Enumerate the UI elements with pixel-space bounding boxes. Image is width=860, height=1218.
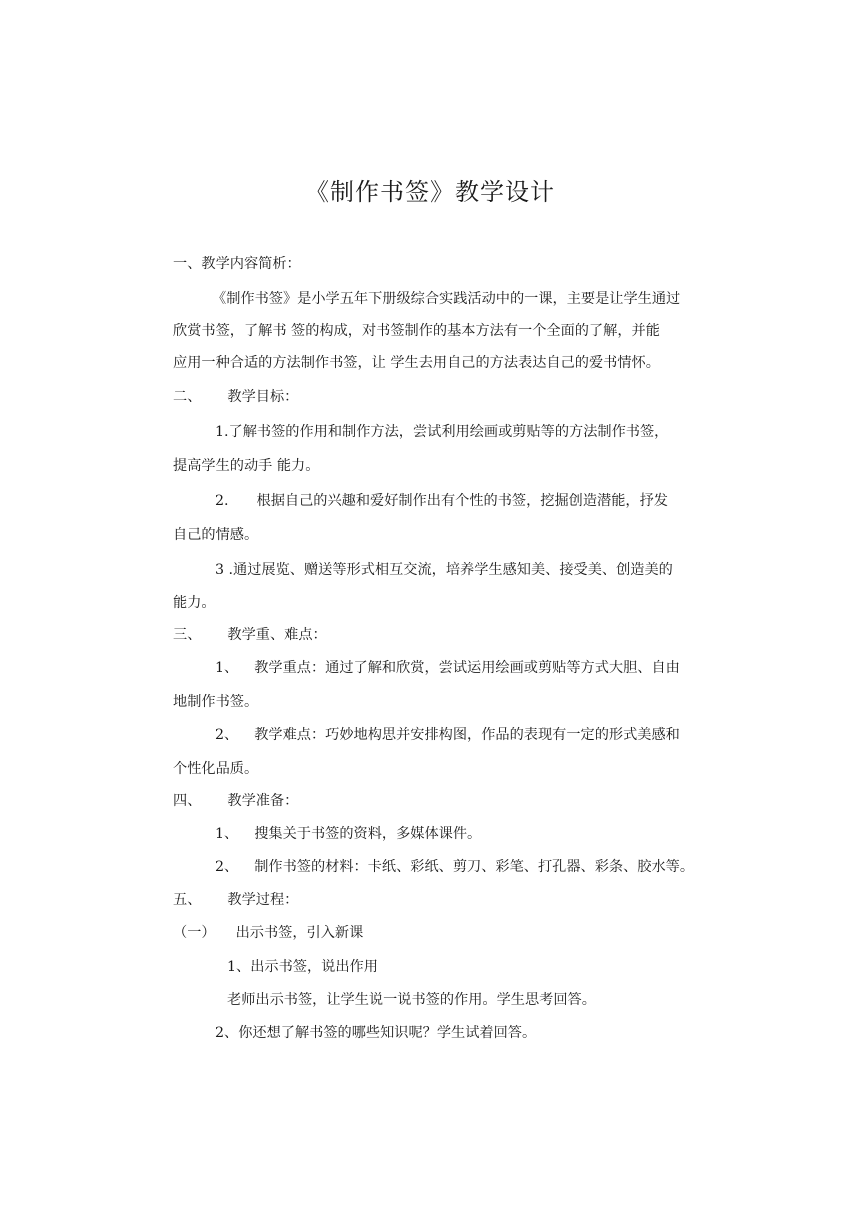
- difficulty-number: 2、: [215, 727, 239, 743]
- section-1-para-line-1: 《制作书签》是小学五年下册级综合实践活动中的一课，主要是让学生通过: [212, 291, 681, 307]
- key-point-number: 1、: [215, 660, 239, 676]
- key-point-line-2: 地制作书签。: [173, 694, 259, 710]
- process-part-1-number: （一）: [173, 925, 216, 941]
- process-step-1-description: 老师出示书签，让学生说一说书签的作用。学生思考回答。: [227, 992, 596, 1008]
- section-4-number: 四、: [173, 793, 202, 809]
- goal-1-line-1: 1.了解书签的作用和制作方法，尝试利用绘画或剪贴等的方法制作书签，: [215, 424, 669, 440]
- prep-item-1-text: 搜集关于书签的资料，多媒体课件。: [254, 826, 482, 842]
- process-part-1-label: 出示书签，引入新课: [235, 925, 364, 941]
- key-point-text: 教学重点：通过了解和欣赏，尝试运用绘画或剪贴等方式大胆、自由: [254, 660, 680, 676]
- section-4-label: 教学准备：: [227, 793, 299, 809]
- goal-3-line-2: 能力。: [173, 595, 216, 611]
- process-step-2: 2、你还想了解书签的哪些知识呢？学生试着回答。: [215, 1025, 537, 1041]
- section-3-label: 教学重、难点：: [227, 627, 327, 643]
- process-step-1: 1、出示书签，说出作用: [227, 959, 378, 975]
- prep-item-2-number: 2、: [215, 859, 239, 875]
- goal-2-number: 2.: [215, 493, 229, 509]
- section-5-heading: [173, 891, 298, 909]
- section-3-heading: [173, 626, 327, 644]
- prep-item-1: [215, 825, 481, 843]
- section-4-heading: [173, 792, 298, 810]
- goal-3-line-1: 3 .通过展览、赠送等形式相互交流，培养学生感知美、接受美、创造美的: [215, 562, 673, 578]
- section-2-label: 教学目标：: [227, 389, 299, 405]
- difficulty-line-2: 个性化品质。: [173, 761, 259, 777]
- difficulty-line-1: [215, 726, 680, 744]
- section-2-heading: [173, 388, 298, 406]
- prep-item-1-number: 1、: [215, 826, 239, 842]
- prep-item-2: [215, 858, 694, 876]
- section-2-number: 二、: [173, 389, 202, 405]
- section-1-para-line-3: 应用一种合适的方法制作书签，让 学生去用自己的方法表达自己的爱书情怀。: [173, 355, 660, 371]
- section-1-para-line-2: 欣赏书签，了解书 签的构成，对书签制作的基本方法有一个全面的了解，并能: [173, 323, 660, 339]
- goal-2-line-2: 自己的情感。: [173, 527, 259, 543]
- key-point-line-1: [215, 659, 680, 677]
- difficulty-text: 教学难点：巧妙地构思并安排构图，作品的表现有一定的形式美感和: [254, 727, 680, 743]
- section-5-label: 教学过程：: [227, 892, 299, 908]
- goal-2-line-1: [215, 492, 668, 510]
- section-1-heading: 一、教学内容简析：: [173, 256, 301, 272]
- prep-item-2-text: 制作书签的材料：卡纸、彩纸、剪刀、彩笔、打孔器、彩条、胶水等。: [254, 859, 695, 875]
- goal-2-text: 根据自己的兴趣和爱好制作出有个性的书签，挖掘创造潜能，抒发: [256, 493, 668, 509]
- section-3-number: 三、: [173, 627, 202, 643]
- section-5-number: 五、: [173, 892, 202, 908]
- document-title: 《制作书签》教学设计: [305, 178, 555, 206]
- goal-1-line-2: 提高学生的动手 能力。: [173, 458, 320, 474]
- process-part-1-heading: [173, 924, 363, 942]
